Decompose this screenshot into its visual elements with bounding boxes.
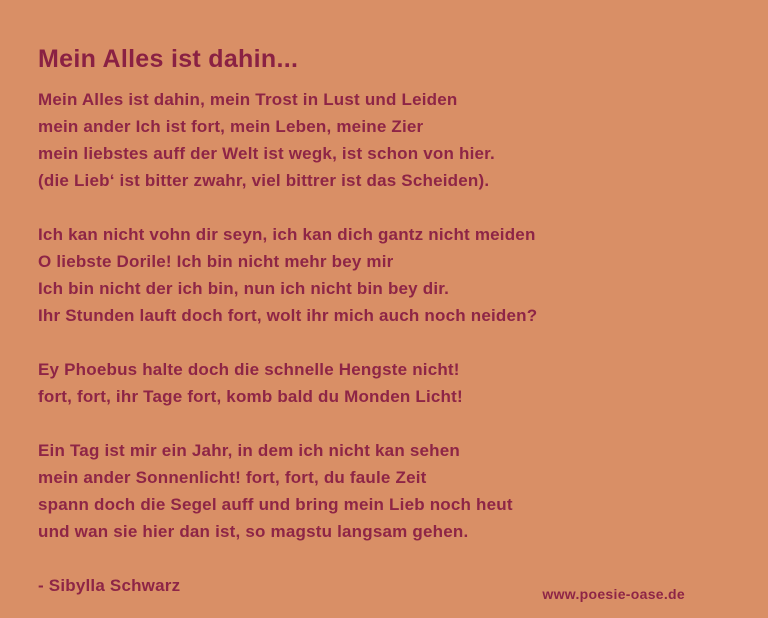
poem-line: O liebste Dorile! Ich bin nicht mehr bey mir xyxy=(38,252,394,271)
poem-line: spann doch die Segel auff und bring mein Lieb noch heut xyxy=(38,495,513,514)
poem-container xyxy=(38,44,738,599)
poem-line: mein liebstes auff der Welt ist wegk, ist schon von hier. xyxy=(38,144,495,163)
poem-line: fort, fort, ihr Tage fort, komb bald du Monden Licht! xyxy=(38,387,463,406)
poem-title: Mein Alles ist dahin... xyxy=(38,45,299,73)
poem-line: (die Lieb‘ ist bitter zwahr, viel bittrer ist das Scheiden). xyxy=(38,171,490,190)
poem-stanza-2 xyxy=(38,221,738,329)
poem-line: Ein Tag ist mir ein Jahr, in dem ich nicht kan sehen xyxy=(38,441,460,460)
poem-line: Ich kan nicht vohn dir seyn, ich kan dich gantz nicht meiden xyxy=(38,225,536,244)
poem-stanza-4 xyxy=(38,437,738,545)
poem-author: - Sibylla Schwarz xyxy=(38,576,181,595)
poem-line: mein ander Ich ist fort, mein Leben, meine Zier xyxy=(38,117,424,136)
poem-stanza-1 xyxy=(38,86,738,194)
poem-line: mein ander Sonnenlicht! fort, fort, du faule Zeit xyxy=(38,468,427,487)
website-credit: www.poesie-oase.de xyxy=(542,586,685,602)
poem-stanza-3 xyxy=(38,356,738,410)
poem-line: Mein Alles ist dahin, mein Trost in Lust und Leiden xyxy=(38,90,458,109)
poem-line: und wan sie hier dan ist, so magstu langsam gehen. xyxy=(38,522,469,541)
poem-line: Ich bin nicht der ich bin, nun ich nicht bin bey dir. xyxy=(38,279,450,298)
poem-line: Ihr Stunden lauft doch fort, wolt ihr mich auch noch neiden? xyxy=(38,306,538,325)
poem-line: Ey Phoebus halte doch die schnelle Hengste nicht! xyxy=(38,360,460,379)
